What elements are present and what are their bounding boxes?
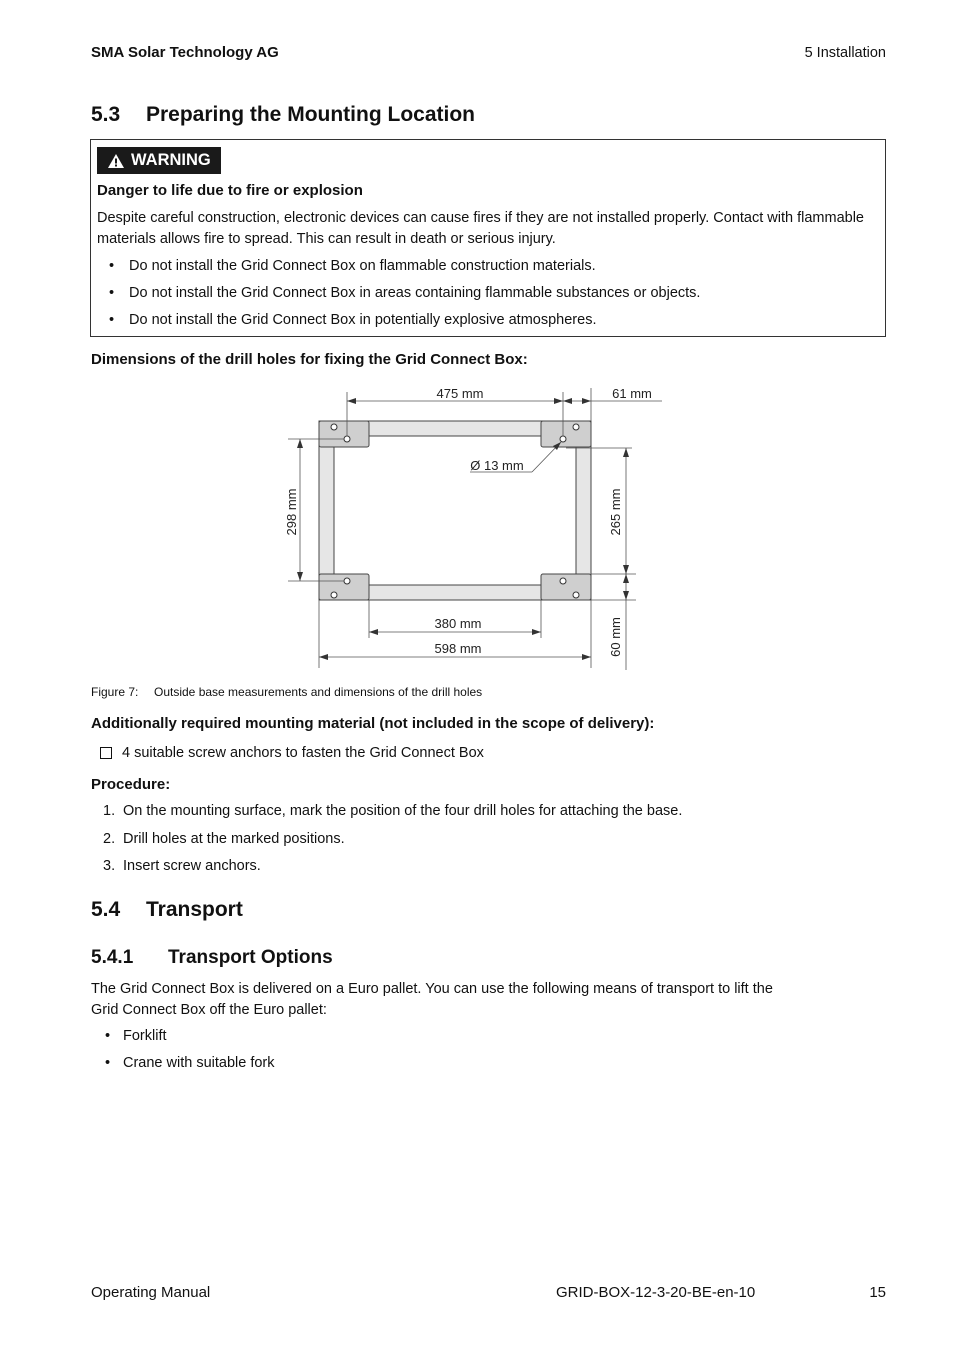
procedure-step: 1. On the mounting surface, mark the position of the four drill holes for attaching the base. (103, 803, 683, 819)
section-title: Preparing the Mounting Location (146, 103, 475, 126)
dim-bottom-right: 60 mm (608, 617, 623, 657)
dim-left-height: 298 mm (284, 488, 299, 536)
transport-intro-line: Grid Connect Box off the Euro pallet: (91, 1002, 327, 1018)
section-number: 5.4 (91, 898, 121, 921)
material-item (100, 745, 484, 761)
header-chapter: 5 Installation (804, 45, 886, 61)
procedure-step: 2. Drill holes at the marked positions. (103, 831, 345, 847)
section-number: 5.3 (91, 103, 121, 126)
section-title: Transport (146, 898, 243, 921)
section-heading-5-4 (91, 898, 243, 922)
transport-option: • Crane with suitable fork (105, 1055, 275, 1071)
dim-bottom-inner: 380 mm (434, 616, 482, 631)
footer-manual: Operating Manual (91, 1284, 211, 1301)
figure-caption-label: Figure 7: (91, 685, 139, 699)
section-title: Transport Options (168, 947, 333, 968)
dim-bottom-outer: 598 mm (434, 641, 482, 656)
transport-intro-line: The Grid Connect Box is delivered on a Euro pallet. You can use the following means of transport to lift the (91, 981, 773, 997)
footer-doc-id: GRID-BOX-12-3-20-BE-en-10 (556, 1284, 756, 1301)
warning-label: WARNING (131, 151, 211, 169)
warning-title: Danger to life due to fire or explosion (97, 182, 363, 199)
procedure-step: 3. Insert screw anchors. (103, 858, 261, 874)
dim-right-height: 265 mm (608, 488, 623, 536)
header-company: SMA Solar Technology AG (91, 44, 279, 61)
footer-page-number: 15 (869, 1284, 886, 1301)
warning-box: WARNING Danger to life due to fire or explosion Despite careful construction, electronic devices can cause fires if they are not installed properly. Contact with flammable materials allows fire to spread. This can result in death or serious injury. • Do not install the Grid Connect Box on flammable construction materials. • Do not install the Grid Connect Box in areas containing flammable substances or objects. • Do not install the Grid Connect Box in potentially explosive atmospheres. (90, 139, 886, 337)
dim-hole-diameter: Ø 13 mm (470, 458, 524, 473)
checkbox-icon (100, 747, 112, 759)
dim-top-right: 61 mm (612, 386, 652, 401)
dimensions-heading: Dimensions of the drill holes for fixing the Grid Connect Box: (91, 351, 528, 368)
warning-body: Despite careful construction, electronic devices can cause fires if they are not installed properly. Contact with flammable materials allows fire to spread. This can result in death or serious injury. (97, 210, 864, 247)
figure-caption (91, 685, 482, 699)
figure-caption-text: Outside base measurements and dimensions of the drill holes (154, 685, 483, 699)
transport-option: • Forklift (105, 1028, 167, 1044)
procedure-heading: Procedure: (91, 776, 171, 793)
dim-top-width: 475 mm (436, 386, 484, 401)
material-item-text: 4 suitable screw anchors to fasten the Grid Connect Box (122, 745, 484, 761)
section-heading-5-4-1 (91, 947, 333, 969)
section-number: 5.4.1 (91, 947, 134, 968)
material-heading: Additionally required mounting material (not included in the scope of delivery): (91, 715, 655, 732)
